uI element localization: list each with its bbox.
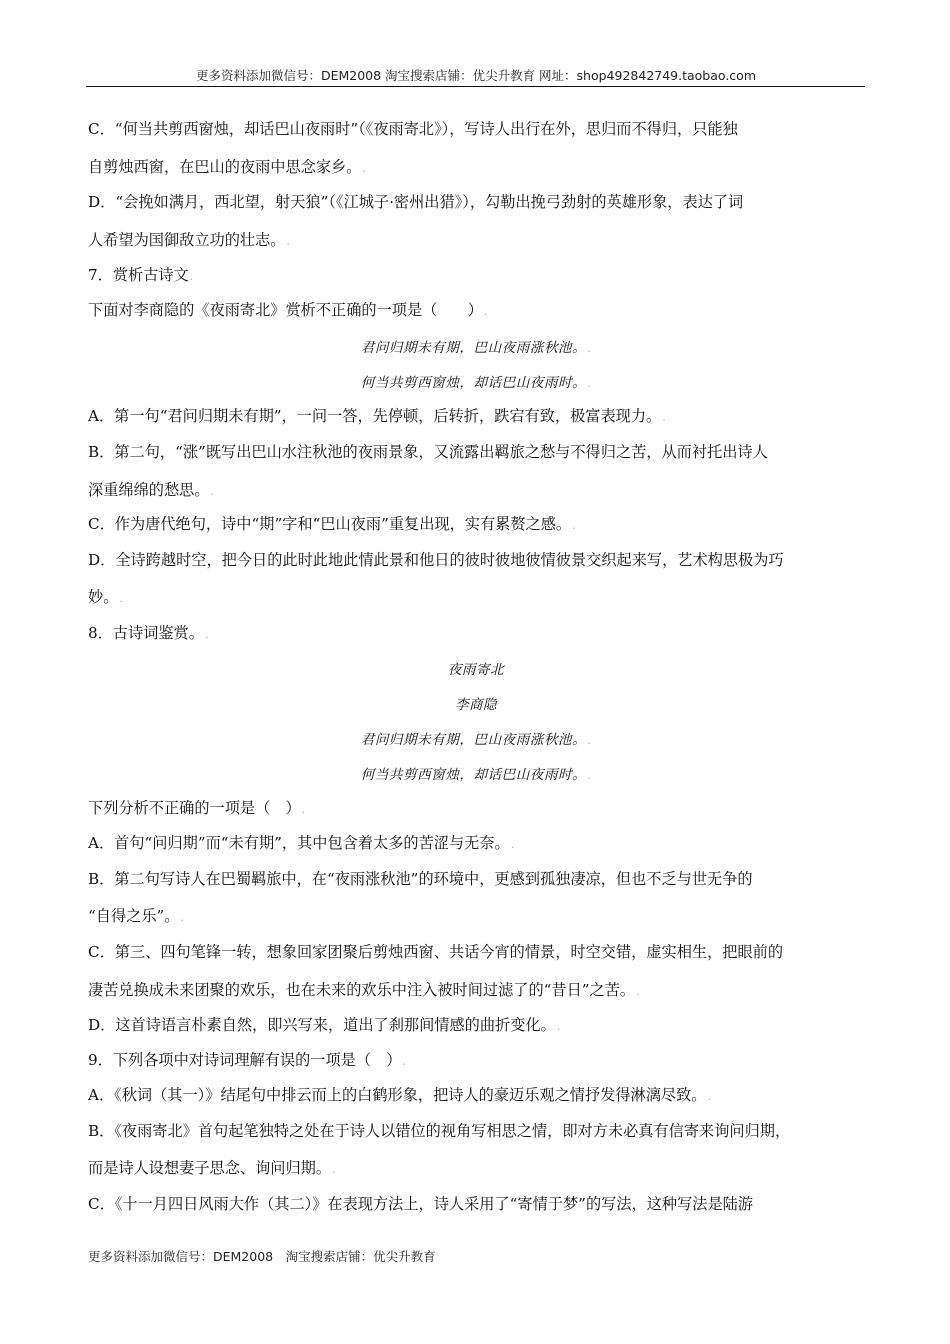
text-line: D．“会挽如满月，西北望，射天狼”（《江城子·密州出猎》），勾勒出挽弓劲射的英雄形象，表达了词 [88,193,744,211]
option-b-cont: 深重绵绵的愁思。. [88,481,214,499]
poem-line: 何当共剪西窗烛，却话巴山夜雨时。. [360,375,592,391]
page-header: 更多资料添加微信号：DEM2008 淘宝搜索店铺：优尖升教育 网址：shop492842749.taobao.com [195,68,757,83]
option-b-cont: “自得之乐”。. [88,907,184,925]
page-footer: 更多资料添加微信号：DEM2008 淘宝搜索店铺：优尖升教育 [88,1249,436,1264]
question-7-title: 7．赏析古诗文. [88,266,194,284]
text-line: 人希望为国御敌立功的壮志。. [88,231,290,249]
text-line: 自剪烛西窗，在巴山的夜雨中思念家乡。. [88,158,366,176]
option-d: D．全诗跨越时空，把今日的此时此地此情此景和他日的彼时彼地彼情彼景交织起来写，艺术构思极为巧 [88,551,784,569]
option-c: C．作为唐代绝句，诗中“期”字和“巴山夜雨”重复出现，实有累赘之感。. [88,515,576,533]
header-rule [86,86,865,87]
option-d: D．这首诗语言朴素自然，即兴写来，道出了刹那间情感的曲折变化。. [88,1016,561,1034]
question-8-title: 8．古诗词鉴赏。. [88,624,209,642]
option-c: C．第三、四句笔锋一转，想象回家团聚后剪烛西窗、共话今宵的情景，时空交错，虚实相生，把眼前的 [88,943,784,961]
option-a: A．第一句“君问归期未有期”，一问一答，先停顿，后转折，跌宕有致，极富表现力。. [88,407,666,425]
option-d-cont: 妙。. [88,588,123,606]
option-a: A．首句“问归期”而“未有期”，其中包含着太多的苦涩与无奈。. [88,834,515,852]
poem-author: 李商隐 [454,697,498,713]
poem-line: 君问归期未有期，巴山夜雨涨秋池。. [360,340,592,356]
poem-line: 君问归期未有期，巴山夜雨涨秋池。. [360,732,592,748]
option-b: B．《夜雨寄北》首句起笔独特之处在于诗人以错位的视角写相思之情，即对方未必真有信寄来询问归期， [88,1122,791,1140]
option-c-cont: 凄苦兑换成未来团聚的欢乐，也在未来的欢乐中注入被时间过滤了的“昔日”之苦。. [88,981,640,999]
option-b-cont: 而是诗人设想妻子思念、询问归期。. [88,1159,336,1177]
option-a: A．《秋词（其一）》结尾句中排云而上的白鹤形象，把诗人的豪迈乐观之情抒发得淋漓尽致。. [88,1086,711,1104]
question-8-stem: 下列分析不正确的一项是（ ）. [88,799,306,817]
option-b: B．第二句写诗人在巴蜀羁旅中，在“夜雨涨秋池”的环境中，更感到孤独凄凉，但也不乏与世无争的 [88,870,753,888]
option-c: C．《十一月四日风雨大作（其二）》在表现方法上，诗人采用了“寄情于梦”的写法，这种写法是陆游 [88,1195,754,1213]
option-b: B．第二句，“涨”既写出巴山水注秋池的夜雨景象，又流露出羁旅之愁与不得归之苦，从而衬托出诗人 [88,443,768,461]
text-line: C．“何当共剪西窗烛，却话巴山夜雨时”（《夜雨寄北》），写诗人出行在外，思归而不得归，只能独 [88,120,738,138]
question-7-stem: 下面对李商隐的《夜雨寄北》赏析不正确的一项是（ ）. [88,301,488,319]
poem-title: 夜雨寄北 [447,662,505,678]
poem-line: 何当共剪西窗烛，却话巴山夜雨时。. [360,767,592,783]
question-9-stem: 9．下列各项中对诗词理解有误的一项是（ ）. [88,1051,406,1069]
